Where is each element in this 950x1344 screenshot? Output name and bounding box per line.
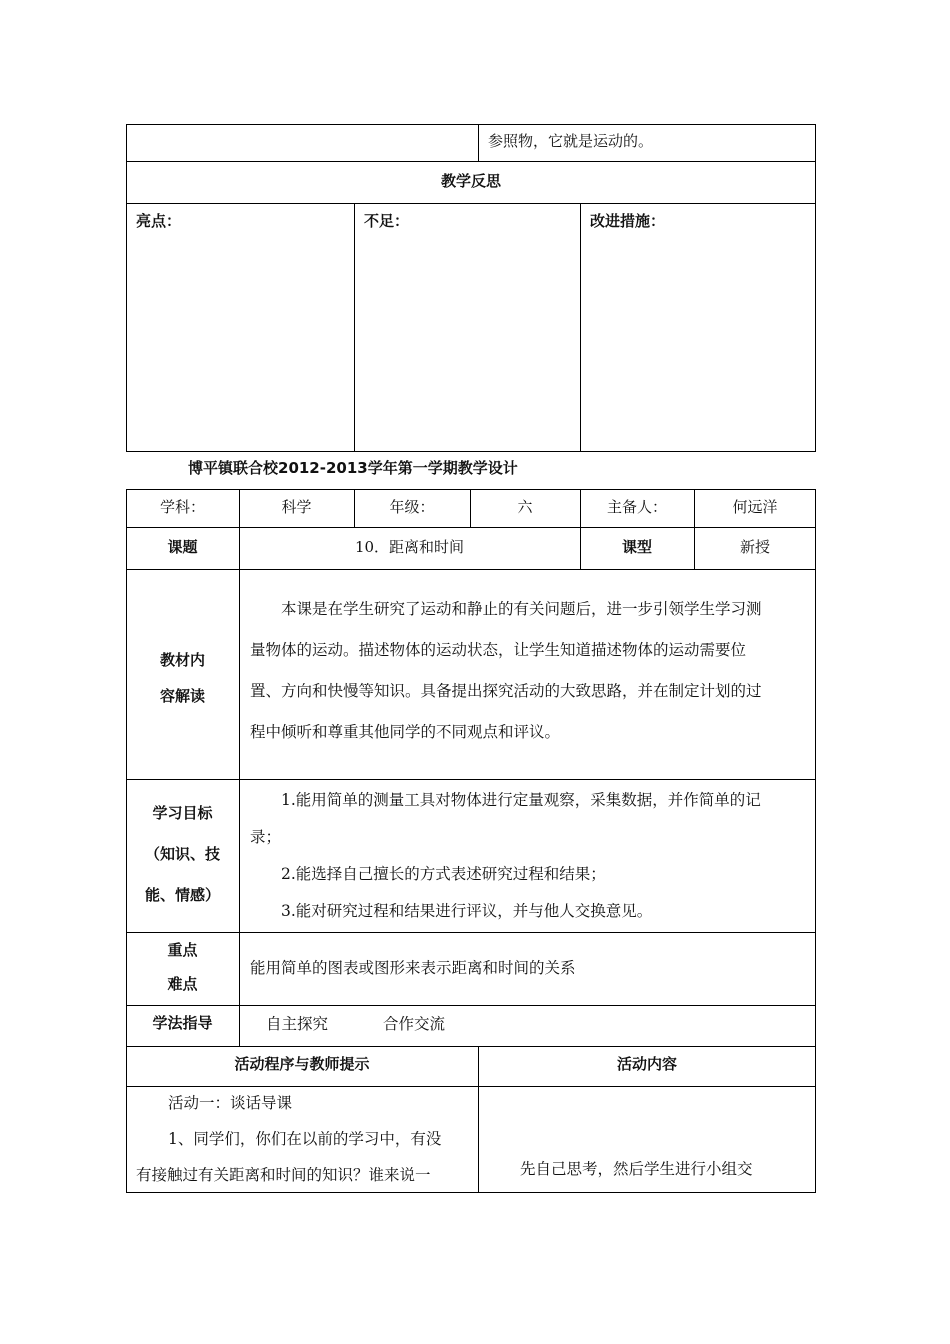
improvements-label: 改进措施： [590,212,666,230]
top-table-rule [126,203,816,204]
row-rule [126,1005,816,1006]
activity-left-text [136,1085,441,1193]
key-points-label [126,933,239,1001]
row-rule [126,569,816,570]
objectives-label [126,793,239,916]
preparer-value: 何远洋 [732,498,778,516]
key-points-label-line: 难点 [167,975,198,993]
objective-line: 录； [250,828,282,846]
top-table-divider [478,124,479,162]
method-item-1: 自主探究 [266,1015,329,1033]
col-rule [239,489,240,1046]
objectives-label-line: （知识、技 [144,845,220,863]
content-analysis-label-line: 容解读 [159,687,205,705]
activity-line: 活动一：谈话导课 [168,1094,293,1112]
grade-value: 六 [517,498,533,516]
paragraph-line: 量物体的运动。描述物体的运动状态，让学生知道描述物体的运动需要位 [250,641,747,659]
key-points-label-line: 重点 [167,941,198,959]
method-label: 学法指导 [152,1014,213,1032]
subject-value: 科学 [281,498,312,516]
highlights-label: 亮点： [136,212,182,230]
objective-line: 3.能对研究过程和结果进行评议，并与他人交换意见。 [281,902,653,920]
activity-header-left: 活动程序与教师提示 [234,1055,370,1073]
activity-line: 有接触过有关距离和时间的知识？谁来说一 [136,1166,431,1184]
grade-label: 年级： [389,498,435,516]
content-analysis-label [126,642,239,714]
paragraph-line: 本课是在学生研究了运动和静止的有关问题后，进一步引领学生学习测 [281,600,762,618]
paragraph-line: 程中倾听和尊重其他同学的不同观点和评议。 [250,723,561,741]
activity-line: 1、同学们，你们在以前的学习中，有没 [168,1130,442,1148]
design-title: 博平镇联合校2012-2013学年第一学期教学设计 [188,459,518,477]
subject-label: 学科： [159,498,205,516]
method-item-2: 合作交流 [383,1015,446,1033]
row-rule [126,1046,816,1047]
shortcomings-label: 不足： [364,212,410,230]
carry-over-text: 参照物，它就是运动的。 [488,132,654,150]
objectives-text [250,782,761,930]
top-table-divider [354,203,355,452]
preparer-label: 主备人： [606,498,667,516]
paragraph-line: 置、方向和快慢等知识。具备提出探究活动的大致思路，并在制定计划的过 [250,682,762,700]
topic-label: 课题 [167,538,198,556]
type-label: 课型 [621,538,652,556]
type-value: 新授 [739,538,770,556]
reflection-header: 教学反思 [440,172,501,190]
objective-line: 2.能选择自己擅长的方式表述研究过程和结果； [281,865,606,883]
activity-header-right: 活动内容 [616,1055,677,1073]
row-rule [126,527,816,528]
activity-right-text: 先自己思考，然后学生进行小组交 [520,1160,753,1178]
key-points-text: 能用简单的图表或图形来表示距离和时间的关系 [250,959,576,977]
content-analysis-label-line: 教材内 [159,651,205,669]
top-table-divider [580,203,581,452]
content-analysis-text [250,589,762,753]
top-table-rule [126,161,816,162]
objectives-label-line: 能、情感） [144,886,220,904]
topic-value: 10．距离和时间 [354,538,465,556]
row-rule [126,779,816,780]
objectives-label-line: 学习目标 [152,804,213,822]
objective-line: 1.能用简单的测量工具对物体进行定量观察，采集数据，并作简单的记 [281,791,761,809]
